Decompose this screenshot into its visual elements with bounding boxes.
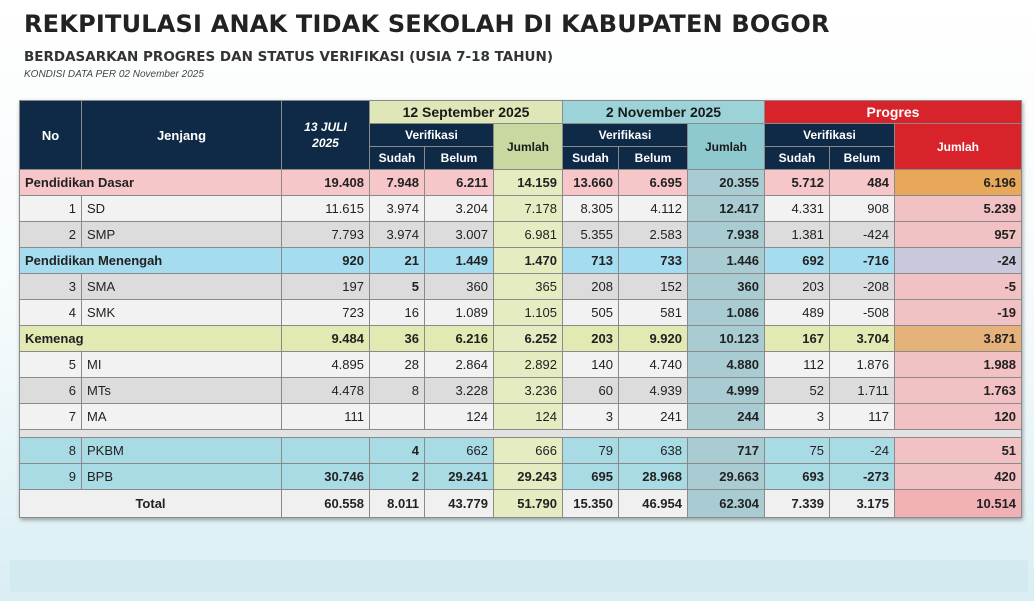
cell-jumlah-nov: 1.086 (688, 300, 765, 326)
cell-sudah-prog: 75 (765, 438, 830, 464)
cell-jumlah-sep: 6.252 (494, 326, 563, 352)
cell-sudah-prog: 112 (765, 352, 830, 378)
table-row-smp (20, 222, 1022, 248)
cell-jumlah-prog: -5 (895, 274, 1022, 300)
header-sudah-nov: Sudah (563, 147, 619, 170)
cell-no: 7 (20, 404, 82, 430)
header-jumlah-nov: Jumlah (688, 124, 765, 170)
cell-jumlah-prog: 51 (895, 438, 1022, 464)
cell-jumlah-nov: 10.123 (688, 326, 765, 352)
cell-sudah-prog: 3 (765, 404, 830, 430)
cell-belum-nov: 28.968 (619, 464, 688, 490)
cell-jenjang: MA (82, 404, 282, 430)
cell-belum-prog: 3.175 (830, 490, 895, 518)
cell-juli: 11.615 (282, 196, 370, 222)
header-jumlah-sep: Jumlah (494, 124, 563, 170)
cell-sudah-nov: 140 (563, 352, 619, 378)
cell-no: 3 (20, 274, 82, 300)
cell-jumlah-prog: 957 (895, 222, 1022, 248)
cell-jumlah-sep: 14.159 (494, 170, 563, 196)
cell-sudah-nov: 3 (563, 404, 619, 430)
cell-no: 1 (20, 196, 82, 222)
cell-jumlah-prog: -24 (895, 248, 1022, 274)
cell-belum-nov: 4.939 (619, 378, 688, 404)
cell-jumlah-nov: 717 (688, 438, 765, 464)
table-row-sd (20, 196, 1022, 222)
cell-belum-prog: -508 (830, 300, 895, 326)
cell-jenjang: BPB (82, 464, 282, 490)
cell-jenjang: SMK (82, 300, 282, 326)
cell-sudah-nov: 203 (563, 326, 619, 352)
cell-juli: 197 (282, 274, 370, 300)
header-belum-prog: Belum (830, 147, 895, 170)
cell-belum-nov: 6.695 (619, 170, 688, 196)
cell-juli: 19.408 (282, 170, 370, 196)
cell-jumlah-prog: 420 (895, 464, 1022, 490)
cell-sudah-nov: 79 (563, 438, 619, 464)
cell-no: 4 (20, 300, 82, 326)
header-verifikasi-sep: Verifikasi (370, 124, 494, 147)
cell-juli: 111 (282, 404, 370, 430)
cell-jenjang: PKBM (82, 438, 282, 464)
cell-no: 2 (20, 222, 82, 248)
cell-belum-sep: 6.216 (425, 326, 494, 352)
cell-jumlah-sep: 1.470 (494, 248, 563, 274)
cell-juli (282, 438, 370, 464)
cell-belum-sep: 29.241 (425, 464, 494, 490)
cell-jumlah-nov: 12.417 (688, 196, 765, 222)
total-row (20, 490, 1022, 518)
page-subtitle: BERDASARKAN PROGRES DAN STATUS VERIFIKASI (USIA 7-18 TAHUN) (24, 49, 553, 65)
recap-table (19, 100, 1022, 518)
cell-jumlah-nov: 29.663 (688, 464, 765, 490)
cell-belum-nov: 4.112 (619, 196, 688, 222)
cell-juli: 7.793 (282, 222, 370, 248)
cell-sudah-sep: 7.948 (370, 170, 425, 196)
cell-jumlah-nov: 20.355 (688, 170, 765, 196)
cell-sudah-sep: 8 (370, 378, 425, 404)
bottom-band (10, 560, 1028, 592)
cell-belum-sep: 3.228 (425, 378, 494, 404)
cell-belum-nov: 733 (619, 248, 688, 274)
cell-sudah-sep: 3.974 (370, 222, 425, 248)
cell-sudah-nov: 208 (563, 274, 619, 300)
cell-jumlah-sep: 2.892 (494, 352, 563, 378)
cell-no: 6 (20, 378, 82, 404)
table-row-mts (20, 378, 1022, 404)
cell-jumlah-sep: 7.178 (494, 196, 563, 222)
cell-jenjang: MI (82, 352, 282, 378)
page-title: REKPITULASI ANAK TIDAK SEKOLAH DI KABUPATEN BOGOR (24, 10, 830, 38)
cell-sudah-prog: 52 (765, 378, 830, 404)
cell-belum-prog: 117 (830, 404, 895, 430)
cell-jumlah-prog: 10.514 (895, 490, 1022, 518)
cell-sudah-sep: 28 (370, 352, 425, 378)
cell-jumlah-prog: 3.871 (895, 326, 1022, 352)
cell-sudah-sep: 16 (370, 300, 425, 326)
cell-jumlah-prog: 5.239 (895, 196, 1022, 222)
cell-juli: 60.558 (282, 490, 370, 518)
cell-jumlah-prog: 6.196 (895, 170, 1022, 196)
cell-belum-sep: 6.211 (425, 170, 494, 196)
cell-jumlah-nov: 4.880 (688, 352, 765, 378)
cell-jumlah-sep: 51.790 (494, 490, 563, 518)
cell-belum-sep: 1.089 (425, 300, 494, 326)
cell-belum-nov: 9.920 (619, 326, 688, 352)
spacer-cell (20, 430, 1022, 438)
cell-belum-prog: 3.704 (830, 326, 895, 352)
cell-sudah-prog: 489 (765, 300, 830, 326)
cell-belum-sep: 1.449 (425, 248, 494, 274)
cell-sudah-prog: 692 (765, 248, 830, 274)
table-row-sma (20, 274, 1022, 300)
cell-no: 8 (20, 438, 82, 464)
cell-belum-sep: 2.864 (425, 352, 494, 378)
cell-belum-sep: 43.779 (425, 490, 494, 518)
cell-jumlah-nov: 244 (688, 404, 765, 430)
cell-juli: 723 (282, 300, 370, 326)
cell-sudah-sep: 2 (370, 464, 425, 490)
cell-jumlah-nov: 360 (688, 274, 765, 300)
header-jenjang: Jenjang (82, 101, 282, 170)
cell-sudah-prog: 5.712 (765, 170, 830, 196)
cell-jumlah-sep: 1.105 (494, 300, 563, 326)
header-sep-2025: 12 September 2025 (370, 101, 563, 124)
cell-belum-nov: 46.954 (619, 490, 688, 518)
cell-jenjang: SMP (82, 222, 282, 248)
table-row-ma (20, 404, 1022, 430)
cell-belum-nov: 2.583 (619, 222, 688, 248)
cell-belum-sep: 662 (425, 438, 494, 464)
total-label: Total (20, 490, 282, 518)
cell-juli: 920 (282, 248, 370, 274)
cell-belum-nov: 4.740 (619, 352, 688, 378)
cell-no: 9 (20, 464, 82, 490)
cell-belum-sep: 3.204 (425, 196, 494, 222)
header-juli: 13 JULI 2025 (282, 101, 370, 170)
cell-jumlah-sep: 124 (494, 404, 563, 430)
cell-belum-sep: 360 (425, 274, 494, 300)
group-name: Pendidikan Menengah (20, 248, 282, 274)
cell-jenjang: SMA (82, 274, 282, 300)
header-sudah-sep: Sudah (370, 147, 425, 170)
cell-jenjang: MTs (82, 378, 282, 404)
cell-belum-prog: -716 (830, 248, 895, 274)
cell-jumlah-nov: 7.938 (688, 222, 765, 248)
group-name: Pendidikan Dasar (20, 170, 282, 196)
cell-jumlah-nov: 1.446 (688, 248, 765, 274)
table-row-smk (20, 300, 1022, 326)
table-row-pkbm (20, 438, 1022, 464)
cell-sudah-sep: 5 (370, 274, 425, 300)
header-belum-nov: Belum (619, 147, 688, 170)
header-nov-2025: 2 November 2025 (563, 101, 765, 124)
cell-jumlah-sep: 3.236 (494, 378, 563, 404)
data-condition: KONDISI DATA PER 02 November 2025 (24, 69, 204, 80)
cell-sudah-prog: 7.339 (765, 490, 830, 518)
cell-sudah-sep: 36 (370, 326, 425, 352)
cell-sudah-prog: 693 (765, 464, 830, 490)
table-row-mi (20, 352, 1022, 378)
cell-belum-prog: -273 (830, 464, 895, 490)
group-row-pendidikan-menengah (20, 248, 1022, 274)
spacer-row (20, 430, 1022, 438)
cell-sudah-nov: 15.350 (563, 490, 619, 518)
cell-sudah-nov: 505 (563, 300, 619, 326)
cell-jumlah-nov: 62.304 (688, 490, 765, 518)
cell-belum-nov: 152 (619, 274, 688, 300)
header-verifikasi-prog: Verifikasi (765, 124, 895, 147)
cell-jumlah-prog: -19 (895, 300, 1022, 326)
cell-belum-sep: 3.007 (425, 222, 494, 248)
cell-sudah-nov: 695 (563, 464, 619, 490)
cell-belum-prog: 484 (830, 170, 895, 196)
cell-belum-prog: -208 (830, 274, 895, 300)
cell-juli: 9.484 (282, 326, 370, 352)
cell-sudah-sep: 21 (370, 248, 425, 274)
header-verifikasi-nov: Verifikasi (563, 124, 688, 147)
cell-sudah-prog: 167 (765, 326, 830, 352)
cell-belum-prog: 1.711 (830, 378, 895, 404)
cell-sudah-prog: 1.381 (765, 222, 830, 248)
cell-jumlah-prog: 120 (895, 404, 1022, 430)
cell-belum-nov: 581 (619, 300, 688, 326)
cell-sudah-nov: 8.305 (563, 196, 619, 222)
header-progres: Progres (765, 101, 1022, 124)
group-row-kemenag (20, 326, 1022, 352)
cell-sudah-sep (370, 404, 425, 430)
header-belum-sep: Belum (425, 147, 494, 170)
group-row-pendidikan-dasar (20, 170, 1022, 196)
cell-jumlah-prog: 1.763 (895, 378, 1022, 404)
cell-belum-nov: 241 (619, 404, 688, 430)
cell-jumlah-sep: 666 (494, 438, 563, 464)
cell-juli: 30.746 (282, 464, 370, 490)
header-jumlah-prog: Jumlah (895, 124, 1022, 170)
cell-sudah-nov: 713 (563, 248, 619, 274)
cell-sudah-nov: 60 (563, 378, 619, 404)
cell-jumlah-prog: 1.988 (895, 352, 1022, 378)
cell-jenjang: SD (82, 196, 282, 222)
cell-sudah-prog: 203 (765, 274, 830, 300)
cell-no: 5 (20, 352, 82, 378)
cell-belum-prog: 1.876 (830, 352, 895, 378)
cell-juli: 4.478 (282, 378, 370, 404)
cell-sudah-sep: 3.974 (370, 196, 425, 222)
header-no: No (20, 101, 82, 170)
cell-sudah-nov: 13.660 (563, 170, 619, 196)
cell-belum-prog: -24 (830, 438, 895, 464)
cell-sudah-sep: 4 (370, 438, 425, 464)
cell-belum-nov: 638 (619, 438, 688, 464)
header-sudah-prog: Sudah (765, 147, 830, 170)
cell-juli: 4.895 (282, 352, 370, 378)
cell-sudah-nov: 5.355 (563, 222, 619, 248)
cell-belum-prog: -424 (830, 222, 895, 248)
cell-belum-sep: 124 (425, 404, 494, 430)
cell-jumlah-sep: 29.243 (494, 464, 563, 490)
cell-jumlah-sep: 365 (494, 274, 563, 300)
cell-jumlah-nov: 4.999 (688, 378, 765, 404)
cell-belum-prog: 908 (830, 196, 895, 222)
table-row-bpb (20, 464, 1022, 490)
cell-sudah-prog: 4.331 (765, 196, 830, 222)
cell-jumlah-sep: 6.981 (494, 222, 563, 248)
group-name: Kemenag (20, 326, 282, 352)
cell-sudah-sep: 8.011 (370, 490, 425, 518)
